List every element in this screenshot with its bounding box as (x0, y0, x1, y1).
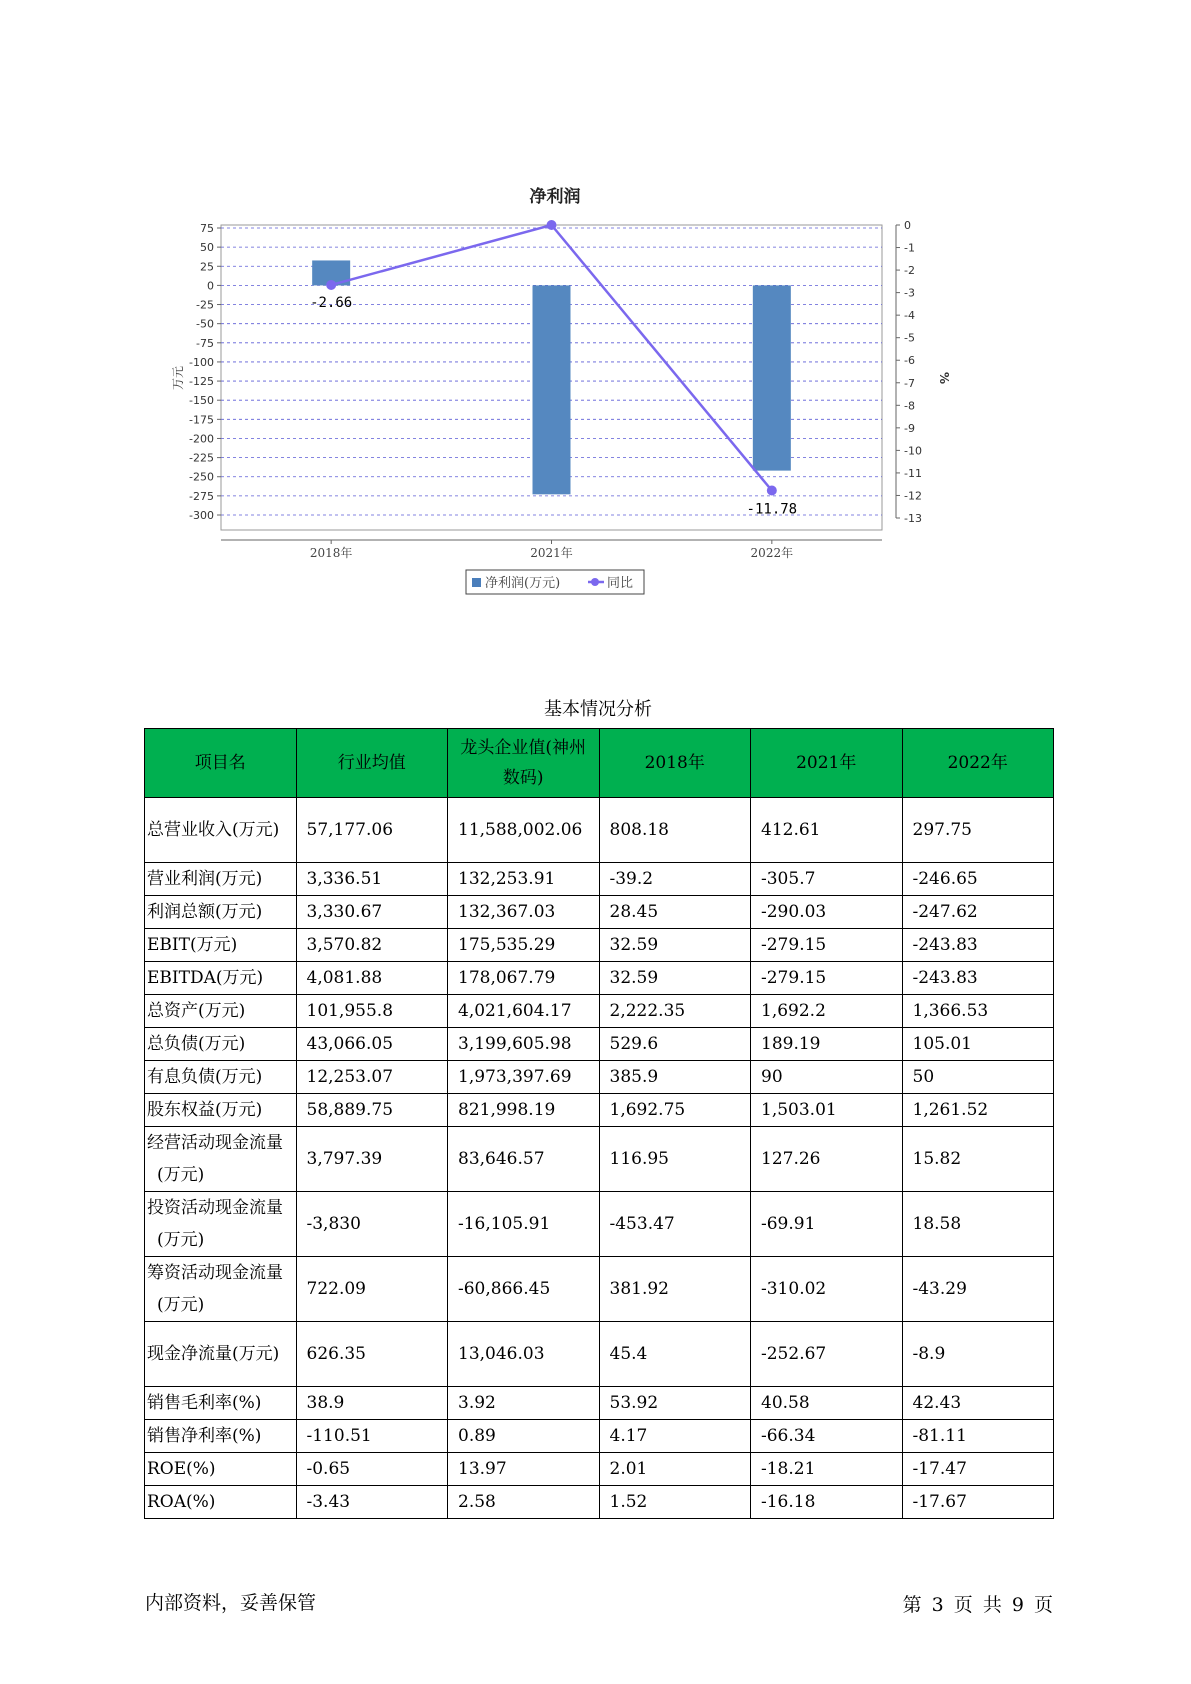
table-cell: 57,177.06 (296, 798, 448, 863)
table-cell: 105.01 (902, 1028, 1054, 1061)
right-tick-label: -2 (904, 264, 915, 278)
table-cell: -3.43 (296, 1486, 448, 1519)
table-cell: 1,692.2 (751, 995, 903, 1028)
table-cell: 297.75 (902, 798, 1054, 863)
table-cell: -110.51 (296, 1420, 448, 1453)
row-label-cell (145, 1192, 297, 1257)
basic-analysis-table (144, 728, 1054, 1519)
table-cell: 2.01 (599, 1453, 751, 1486)
table-cell: 1,973,397.69 (448, 1061, 600, 1094)
yoy-point (547, 220, 557, 230)
table-cell: 13,046.03 (448, 1322, 600, 1387)
table-cell: 0.89 (448, 1420, 600, 1453)
table-row (145, 1486, 1054, 1519)
table-cell: -243.83 (902, 962, 1054, 995)
row-label: 销售毛利率(%) (147, 1393, 262, 1413)
table-cell: 32.59 (599, 929, 751, 962)
bar-net-profit (753, 285, 791, 470)
table-cell: -17.47 (902, 1453, 1054, 1486)
table-cell: 529.6 (599, 1028, 751, 1061)
table-row (145, 995, 1054, 1028)
table-cell: 3,336.51 (296, 863, 448, 896)
left-tick-label: -300 (189, 509, 214, 522)
row-label-cell (145, 1453, 297, 1486)
left-tick-label: -75 (196, 336, 214, 350)
right-tick-label: 0 (904, 219, 911, 232)
right-tick-label: -1 (904, 241, 915, 255)
yoy-point (326, 280, 336, 290)
table-cell: 101,955.8 (296, 995, 448, 1028)
table-cell: 178,067.79 (448, 962, 600, 995)
left-tick-label: 75 (200, 222, 214, 235)
data-label: -2.66 (310, 294, 353, 311)
table-cell: -8.9 (902, 1322, 1054, 1387)
table-cell: 3,570.82 (296, 929, 448, 962)
table-cell: -247.62 (902, 896, 1054, 929)
legend-label: 净利润(万元) (485, 576, 561, 591)
table-cell: -16.18 (751, 1486, 903, 1519)
row-label-cell (145, 1322, 297, 1387)
row-label-cell (145, 1486, 297, 1519)
left-tick-label: -100 (189, 355, 214, 369)
right-tick-label: -9 (904, 421, 915, 435)
table-cell: 3,330.67 (296, 896, 448, 929)
left-tick-label: -150 (189, 394, 214, 408)
left-tick-label: -250 (189, 470, 214, 484)
table-cell: 32.59 (599, 962, 751, 995)
row-label: 现金净流量(万元) (147, 1344, 280, 1364)
right-tick-label: -8 (904, 399, 915, 413)
legend-label: 同比 (607, 576, 634, 591)
table-row (145, 1257, 1054, 1322)
chart-canvas (170, 187, 970, 650)
table-header-row (145, 729, 1054, 798)
table-cell: 43,066.05 (296, 1028, 448, 1061)
row-label: 筹资活动现金流量(万元) (147, 1263, 283, 1315)
row-label: 营业利润(万元) (147, 869, 263, 889)
right-tick-label: -12 (904, 489, 922, 503)
row-label-cell (145, 1387, 297, 1420)
row-label-cell (145, 1257, 297, 1322)
table-cell: 53.92 (599, 1387, 751, 1420)
table-cell: -279.15 (751, 929, 903, 962)
table-row (145, 896, 1054, 929)
table-cell: 42.43 (902, 1387, 1054, 1420)
row-label-cell (145, 995, 297, 1028)
x-tick-label: 2022年 (750, 546, 794, 560)
row-label: 总营业收入(万元) (147, 820, 280, 840)
table-cell: 45.4 (599, 1322, 751, 1387)
right-tick-label: -13 (904, 512, 922, 525)
row-label-cell (145, 1127, 297, 1192)
table-cell: -18.21 (751, 1453, 903, 1486)
table-cell: -17.67 (902, 1486, 1054, 1519)
table-cell: 3,797.39 (296, 1127, 448, 1192)
table-cell: -305.7 (751, 863, 903, 896)
table-cell: -453.47 (599, 1192, 751, 1257)
row-label-cell (145, 1028, 297, 1061)
table-cell: -279.15 (751, 962, 903, 995)
table-cell: 116.95 (599, 1127, 751, 1192)
row-label: ROE(%) (147, 1459, 216, 1479)
header-cell: 项目名 (145, 729, 297, 798)
table-cell: -69.91 (751, 1192, 903, 1257)
data-label: -11.78 (746, 501, 798, 518)
right-tick-label: -10 (904, 444, 922, 458)
table-cell: -3,830 (296, 1192, 448, 1257)
left-tick-label: -200 (189, 432, 214, 446)
table-caption: 基本情况分析 (544, 699, 652, 720)
row-label: 总负债(万元) (147, 1034, 246, 1054)
table-cell: 15.82 (902, 1127, 1054, 1192)
table-cell: 38.9 (296, 1387, 448, 1420)
table-cell: 18.58 (902, 1192, 1054, 1257)
table-cell: 385.9 (599, 1061, 751, 1094)
x-tick-label: 2018年 (309, 546, 353, 560)
x-tick-label: 2021年 (530, 546, 573, 560)
table-cell: -43.29 (902, 1257, 1054, 1322)
table-cell: 4.17 (599, 1420, 751, 1453)
row-label-cell (145, 1420, 297, 1453)
right-tick-label: -5 (904, 331, 915, 345)
table-cell: 127.26 (751, 1127, 903, 1192)
table-cell: 1,503.01 (751, 1094, 903, 1127)
table-cell: 626.35 (296, 1322, 448, 1387)
table-cell: 50 (902, 1061, 1054, 1094)
table-cell: 175,535.29 (448, 929, 600, 962)
table-cell: -243.83 (902, 929, 1054, 962)
table-cell: 412.61 (751, 798, 903, 863)
row-label: 投资活动现金流量(万元) (147, 1198, 283, 1250)
table-row (145, 798, 1054, 863)
table-cell: 13.97 (448, 1453, 600, 1486)
left-tick-label: -175 (189, 413, 214, 427)
row-label: 总资产(万元) (147, 1001, 246, 1021)
bar-net-profit (533, 285, 571, 494)
table-cell: -252.67 (751, 1322, 903, 1387)
table-body (145, 798, 1054, 1519)
row-label: 经营活动现金流量(万元) (147, 1133, 283, 1185)
table-row (145, 1061, 1054, 1094)
table-cell: 821,998.19 (448, 1094, 600, 1127)
table-row (145, 1028, 1054, 1061)
table-cell: 808.18 (599, 798, 751, 863)
row-label: EBITDA(万元) (147, 968, 264, 988)
table-cell: -81.11 (902, 1420, 1054, 1453)
right-tick-label: -7 (904, 376, 915, 390)
table-row (145, 1192, 1054, 1257)
left-tick-label: 0 (207, 279, 214, 293)
table-cell: 1,261.52 (902, 1094, 1054, 1127)
table-cell: -290.03 (751, 896, 903, 929)
table-row (145, 863, 1054, 896)
row-label: 有息负债(万元) (147, 1067, 263, 1087)
table-cell: 90 (751, 1061, 903, 1094)
left-tick-label: -25 (196, 298, 214, 312)
table-cell: 2,222.35 (599, 995, 751, 1028)
table-cell: 2.58 (448, 1486, 600, 1519)
left-tick-label: -275 (189, 489, 214, 503)
table-cell: 40.58 (751, 1387, 903, 1420)
net-profit-chart (170, 187, 970, 650)
header-cell: 2021年 (751, 729, 903, 798)
table-cell: 83,646.57 (448, 1127, 600, 1192)
table-cell: 1,692.75 (599, 1094, 751, 1127)
table-row (145, 1387, 1054, 1420)
footer-page-number: 第 3 页 共 9 页 (902, 1594, 1053, 1616)
left-tick-label: -225 (189, 451, 214, 465)
row-label-cell (145, 863, 297, 896)
right-tick-label: -3 (904, 286, 915, 300)
table-cell: -310.02 (751, 1257, 903, 1322)
legend-swatch-point (591, 578, 599, 586)
chart-title: 净利润 (529, 187, 581, 207)
table-cell: -0.65 (296, 1453, 448, 1486)
header-cell: 龙头企业值(神州数码) (448, 729, 600, 798)
table-cell: 132,367.03 (448, 896, 600, 929)
table-cell: -39.2 (599, 863, 751, 896)
table-cell: 1,366.53 (902, 995, 1054, 1028)
table-cell: -246.65 (902, 863, 1054, 896)
table-cell: 58,889.75 (296, 1094, 448, 1127)
table-cell: 3,199,605.98 (448, 1028, 600, 1061)
table-cell: 132,253.91 (448, 863, 600, 896)
row-label-cell (145, 929, 297, 962)
row-label: 销售净利率(%) (147, 1426, 262, 1446)
row-label: 股东权益(万元) (147, 1100, 263, 1120)
row-label-cell (145, 1061, 297, 1094)
table-cell: 12,253.07 (296, 1061, 448, 1094)
left-tick-label: 25 (200, 260, 214, 274)
table-row (145, 962, 1054, 995)
left-tick-label: 50 (200, 241, 214, 255)
table-cell: 11,588,002.06 (448, 798, 600, 863)
table-row (145, 1127, 1054, 1192)
table-row (145, 1094, 1054, 1127)
header-cell: 2018年 (599, 729, 751, 798)
header-cell: 行业均值 (296, 729, 448, 798)
table-cell: -16,105.91 (448, 1192, 600, 1257)
table-cell: 28.45 (599, 896, 751, 929)
table-cell: 4,021,604.17 (448, 995, 600, 1028)
right-tick-label: -6 (904, 354, 915, 368)
table-cell: 1.52 (599, 1486, 751, 1519)
table-cell: 4,081.88 (296, 962, 448, 995)
row-label-cell (145, 896, 297, 929)
legend-swatch-bar (472, 578, 481, 587)
table-row (145, 1420, 1054, 1453)
left-tick-label: -50 (196, 317, 214, 331)
yoy-point (767, 486, 777, 496)
footer-confidential-note: 内部资料，妥善保管 (145, 1592, 317, 1614)
row-label-cell (145, 962, 297, 995)
table-cell: 381.92 (599, 1257, 751, 1322)
table-row (145, 1322, 1054, 1387)
row-label-cell (145, 1094, 297, 1127)
row-label-cell (145, 798, 297, 863)
table-cell: -60,866.45 (448, 1257, 600, 1322)
row-label: 利润总额(万元) (147, 902, 263, 922)
right-axis-title: % (937, 371, 951, 385)
row-label: EBIT(万元) (147, 935, 238, 955)
header-cell: 2022年 (902, 729, 1054, 798)
table-cell: 722.09 (296, 1257, 448, 1322)
table-cell: 3.92 (448, 1387, 600, 1420)
left-tick-label: -125 (189, 375, 214, 389)
table-row (145, 929, 1054, 962)
row-label: ROA(%) (147, 1492, 216, 1512)
table-cell: 189.19 (751, 1028, 903, 1061)
left-axis-title: 万元 (171, 365, 185, 391)
table-cell: -66.34 (751, 1420, 903, 1453)
table-row (145, 1453, 1054, 1486)
right-tick-label: -11 (904, 466, 922, 480)
right-tick-label: -4 (904, 309, 915, 323)
